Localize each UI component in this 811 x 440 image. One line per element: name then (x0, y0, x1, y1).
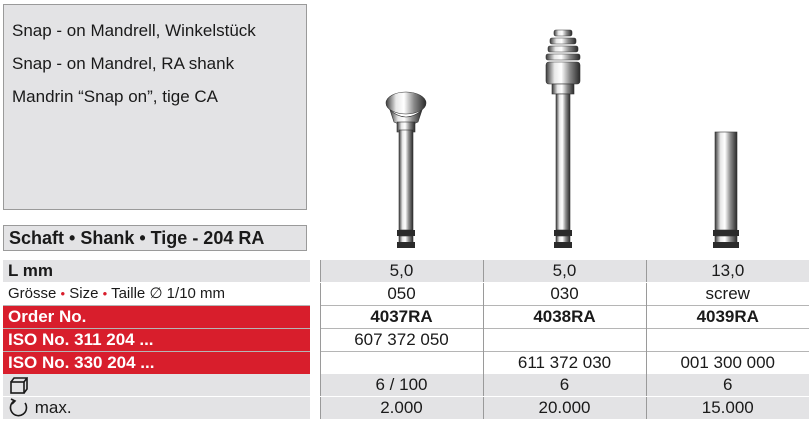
cell-length-4039ra: 13,0 (646, 260, 809, 283)
cell-package-4038ra: 6 (483, 374, 646, 397)
description-french: Mandrin “Snap on”, tige CA (12, 87, 218, 106)
mandrel-4039ra-image (713, 132, 739, 248)
cell-order-4039ra: 4039RA (646, 306, 809, 329)
table-row (3, 351, 809, 374)
cell-size-4037ra: 050 (320, 283, 483, 306)
specification-table (3, 260, 809, 420)
cell-iso311-4037ra: 607 372 050 (320, 328, 483, 351)
row-label-iso-311: ISO No. 311 204 ... (3, 328, 310, 351)
package-icon (8, 377, 28, 395)
cell-size-4038ra: 030 (483, 283, 646, 306)
mandrel-4037ra-image (386, 92, 426, 248)
table-row (3, 374, 809, 397)
cell-package-4037ra: 6 / 100 (320, 374, 483, 397)
row-label-length: L mm (3, 260, 310, 283)
description-english: Snap - on Mandrel, RA shank (12, 54, 235, 73)
cell-order-4037ra: 4037RA (320, 306, 483, 329)
cell-maxspeed-4039ra: 15.000 (646, 397, 809, 420)
cell-iso330-4039ra: 001 300 000 (646, 351, 809, 374)
cell-length-4038ra: 5,0 (483, 260, 646, 283)
mandrel-illustrations (320, 0, 810, 258)
size-unit: ∅ 1/10 mm (149, 285, 226, 303)
row-label-order-no: Order No. (3, 306, 310, 329)
product-description (3, 4, 307, 210)
cell-size-4039ra: screw (646, 283, 809, 306)
table-row (3, 283, 809, 306)
cell-iso311-4038ra (483, 328, 646, 351)
row-label-iso-330: ISO No. 330 204 ... (3, 351, 310, 374)
cell-length-4037ra: 5,0 (320, 260, 483, 283)
table-row (3, 328, 809, 351)
row-label-size: Grösse • Size • Taille ∅ 1/10 mm (3, 283, 310, 306)
row-label-package (3, 374, 310, 397)
cell-order-4038ra: 4038RA (483, 306, 646, 329)
cell-maxspeed-4037ra: 2.000 (320, 397, 483, 420)
row-label-max-speed: max. (3, 397, 310, 420)
cell-iso330-4037ra (320, 351, 483, 374)
cell-iso311-4039ra (646, 328, 809, 351)
table-row (3, 306, 809, 329)
table-row (3, 397, 809, 420)
cell-iso330-4038ra: 611 372 030 (483, 351, 646, 374)
mandrel-4038ra-image (546, 30, 580, 248)
description-german: Snap - on Mandrell, Winkelstück (12, 21, 256, 40)
table-row (3, 260, 809, 283)
cell-package-4039ra: 6 (646, 374, 809, 397)
rotation-icon (8, 398, 30, 418)
cell-maxspeed-4038ra: 20.000 (483, 397, 646, 420)
shank-type-label: Schaft • Shank • Tige - 204 RA (3, 225, 307, 251)
